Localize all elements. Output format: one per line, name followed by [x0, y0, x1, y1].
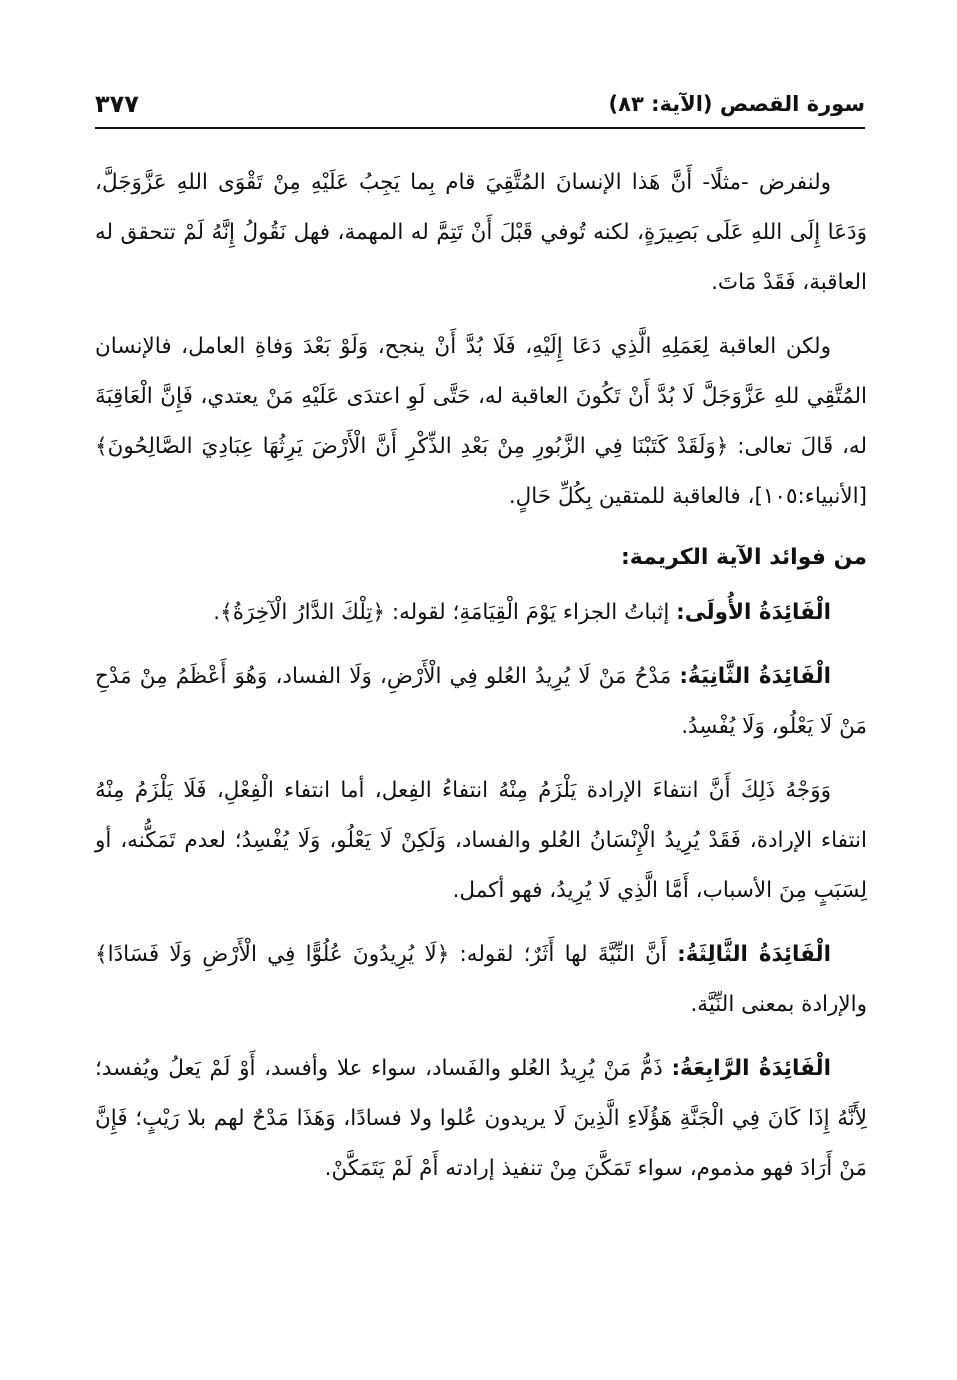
paragraph-text: وَوَجْهُ ذَلِكَ أَنَّ انتفاءَ الإرادة يَلْزَمُ مِنْهُ انتفاءُ الفِعل، أما انتفاء الْفِعْلِ، فَلَا يَلْزَمُ مِنْهُ انتفاء الإرادة، فَقَدْ يُرِيدُ الْإِنْسَانُ العُلو والفساد، وَلَكِنْ لَا يَعْلُو، وَلَا يُفْسِدُ؛ لعدم تَمَكُّنه، أو لِسَبَبٍ مِنَ الأسباب، أَمَّا الَّذِي لَا يُرِيدُ، فهو أكمل.: [95, 778, 867, 903]
benefit-lead: الْفَائِدَةُ الثَّالِثَةُ:: [677, 942, 831, 967]
benefit-lead: الْفَائِدَةُ الثَّانِيَةُ:: [679, 664, 831, 689]
benefit-lead: الْفَائِدَةُ الرَّابِعَةُ:: [671, 1056, 831, 1081]
benefit-text: أَنَّ النِّيَّةَ لها أَثَرٌ؛ لقوله: ﴿لَا يُرِيدُونَ عُلُوًّا فِي الْأَرْضِ وَلَا فَسَادًا﴾ والإرادة بمعنى النِّيَّة.: [95, 942, 867, 1017]
page-number: ٣٧٧: [95, 90, 139, 118]
benefit-text: مَدْحُ مَنْ لَا يُرِيدُ العُلو فِي الْأَرْضِ، وَلَا الفساد، وَهُوَ أَعْظَمُ مِنْ مَدْحِ مَنْ لَا يَعْلُو، وَلَا يُفْسِدُ.: [95, 664, 867, 739]
paragraph: [95, 322, 867, 522]
benefit-text: ذَمُّ مَنْ يُرِيدُ العُلو والفَساد، سواء علا وأفسد، أَوْ لَمْ يَعلُ ويُفسد؛ لِأَنَّهُ إِذَا كَانَ فِي الْجَنَّةِ هَؤُلَاءِ الَّذِينَ لَا يريدون عُلوا ولا فسادًا، وَهَذَا مَدْحٌ لهم بلا رَيْبٍ؛ فَإِنَّ مَنْ أَرَادَ فهو مذموم، سواء تَمَكَّنَ مِنْ تنفيذ إرادته أَمْ لَمْ يَتَمَكَّنْ.: [95, 1056, 867, 1181]
benefit-text: إثباتُ الجزاء يَوْمَ الْقِيَامَةِ؛ لقوله: ﴿تِلْكَ الدَّارُ الْآخِرَةُ﴾.: [213, 600, 677, 625]
benefit-paragraph: [95, 652, 867, 752]
paragraph-text: ولنفرض -مثلًا- أَنَّ هَذا الإنسانَ المُتَّقِيَ قام بِما يَجِبُ عَلَيْهِ مِنْ تَقْوَى اللهِ عَزَّوَجَلَّ، وَدَعَا إِلَى اللهِ عَلَى بَصِيرَةٍ، لكنه تُوفي قَبْلَ أَنْ تَتِمَّ له المهمة، فهل نَقُولُ إِنَّهُ لَمْ تتحقق له العاقبة، فَقَدْ مَاتَ.: [95, 170, 867, 295]
benefit-paragraph: [95, 588, 867, 638]
benefit-lead: الْفَائِدَةُ الأُولَى:: [676, 600, 831, 625]
section-heading: من فوائد الآية الكريمة:: [620, 545, 867, 570]
benefit-paragraph: [95, 930, 867, 1030]
paragraph-text: ولكن العاقبة لِعَمَلِهِ الَّذِي دَعَا إِلَيْهِ، فَلَا بُدَّ أَنْ ينجح، وَلَوْ بَعْدَ وَفاةِ العامل، فالإنسان المُتَّقِي للهِ عَزَّوَجَلَّ لَا بُدَّ أَنْ تَكُونَ العاقبة له، حَتَّى لَوِ اعتدَى عَلَيْهِ مَنْ يعتدي، فَإِنَّ الْعَاقِبَةَ له، قَالَ تعالى: ﴿وَلَقَدْ كَتَبْنَا فِي الزَّبُورِ مِنْ بَعْدِ الذِّكْرِ أَنَّ الْأَرْضَ يَرِثُهَا عِبَادِيَ الصَّالِحُونَ﴾ [الأنبياء:١٠٥]، فالعاقبة للمتقين بِكُلِّ حَالٍ.: [95, 334, 867, 509]
page-body: [95, 158, 867, 1208]
paragraph: [95, 766, 867, 916]
running-header: [95, 88, 865, 124]
benefit-paragraph: [95, 1044, 867, 1194]
running-title: سورة القصص (الآية: ٨٣): [608, 92, 865, 116]
header-rule: [95, 127, 865, 129]
paragraph: [95, 158, 867, 308]
